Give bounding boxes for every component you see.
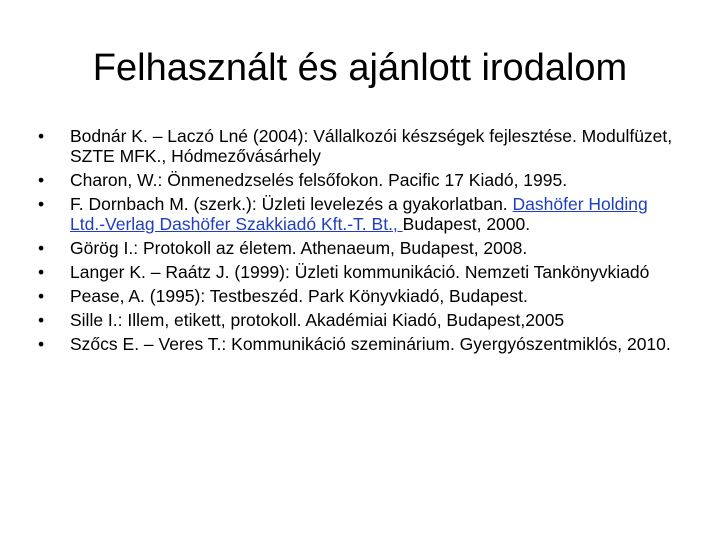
slide-title: Felhasznált és ajánlott irodalom xyxy=(92,47,628,89)
bullet-icon: • xyxy=(38,310,45,330)
bullet-icon: • xyxy=(38,194,45,214)
reference-text: Szőcs E. – Veres T.: Kommunikáció szeminárium. Gyergyószentmiklós, 2010. xyxy=(70,334,671,354)
reference-text: Langer K. – Raátz J. (1999): Üzleti kommunikáció. Nemzeti Tankönyvkiadó xyxy=(70,262,650,282)
reference-item xyxy=(38,194,678,234)
bullet-icon: • xyxy=(38,286,45,306)
reference-item xyxy=(38,170,678,190)
reference-item xyxy=(38,262,678,282)
bullet-icon: • xyxy=(38,262,45,282)
reference-item xyxy=(38,238,678,258)
bullet-icon: • xyxy=(38,126,45,146)
reference-item xyxy=(38,334,678,354)
bullet-icon: • xyxy=(38,334,45,354)
reference-item xyxy=(38,126,678,166)
reference-text: Sille I.: Illem, etikett, protokoll. Akadémiai Kiadó, Budapest,2005 xyxy=(70,310,565,330)
bullet-icon: • xyxy=(38,170,45,190)
bullet-icon: • xyxy=(38,238,45,258)
reference-text: Bodnár K. – Laczó Lné (2004): Vállalkozói készségek fejlesztése. Modulfüzet, SZTE MFK., Hódmezővásárhely xyxy=(70,126,673,166)
publisher-link[interactable]: Dashöfer Holding Ltd.-Verlag Dashöfer Szakkiadó Kft.-T. Bt., xyxy=(70,194,648,234)
reference-text-suffix: Budapest, 2000. xyxy=(402,214,531,234)
reference-text: F. Dornbach M. (szerk.): Üzleti levelezés a gyakorlatban. xyxy=(70,194,513,214)
reference-list xyxy=(38,126,678,358)
reference-item xyxy=(38,286,678,306)
reference-text: Görög I.: Protokoll az életem. Athenaeum, Budapest, 2008. xyxy=(70,238,528,258)
reference-text: Charon, W.: Önmenedzselés felsőfokon. Pacific 17 Kiadó, 1995. xyxy=(70,170,568,190)
reference-text: Pease, A. (1995): Testbeszéd. Park Könyvkiadó, Budapest. xyxy=(70,286,528,306)
reference-item xyxy=(38,310,678,330)
